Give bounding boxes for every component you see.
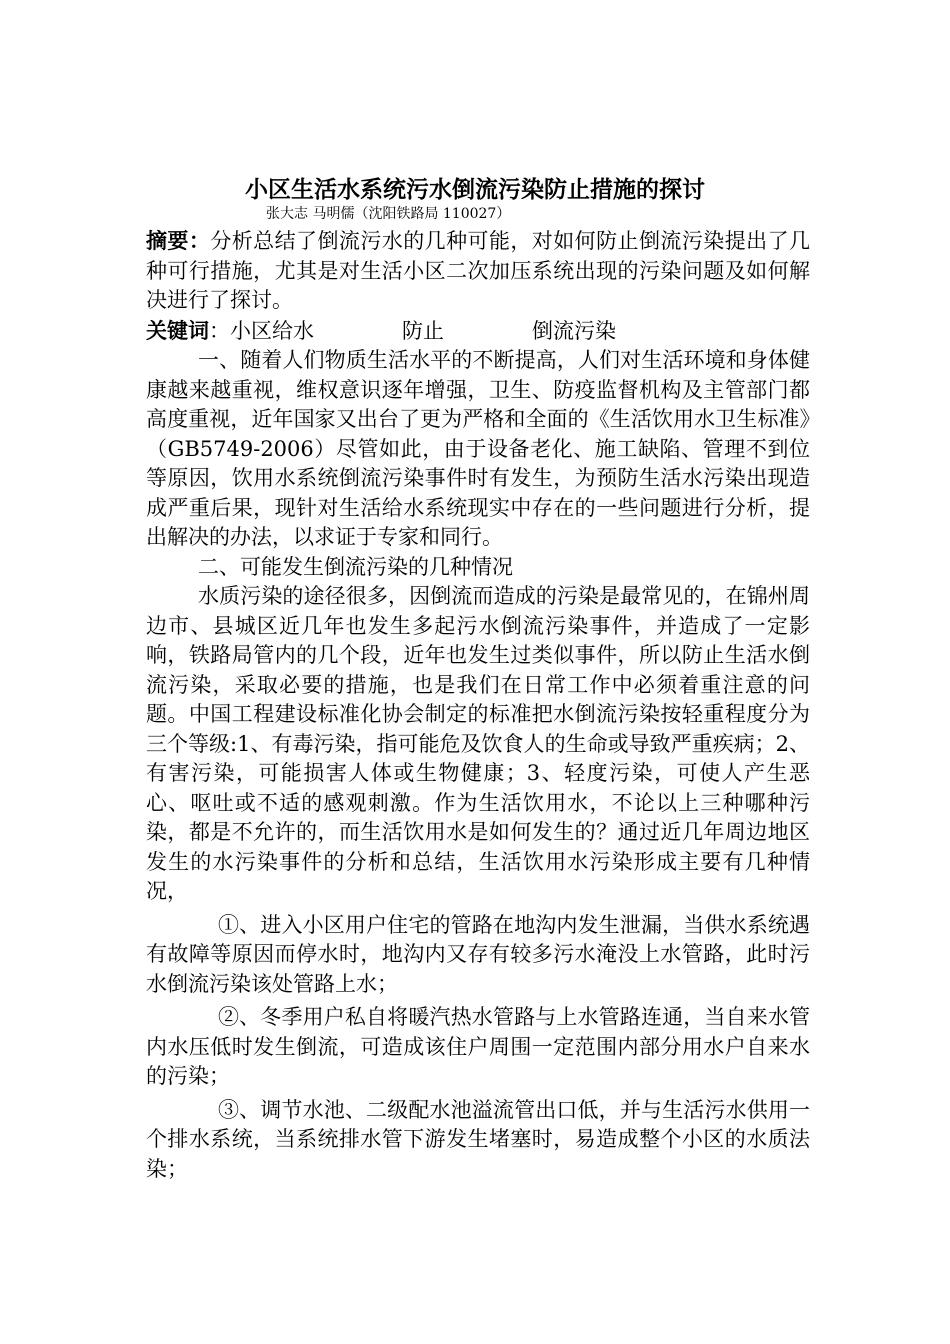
abstract-paragraph [146, 226, 810, 316]
author-line: 张大志 马明儒（沈阳铁路局 110027） [266, 206, 511, 222]
list-item: ③、调节水池、二级配水池溢流管出口低，并与生活污水供用一个排水系统，当系统排水管下游发生堵塞时，易造成整个小区的水质法染； [146, 1097, 810, 1181]
keyword-item: 倒流污染 [532, 318, 616, 343]
document-title: 小区生活水系统污水倒流污染防止措施的探讨 [245, 176, 705, 203]
list-item: ②、冬季用户私自将暖汽热水管路与上水管路连通，当自来水管内水压低时发生倒流，可造成该住户周围一定范围内部分用水户自来水的污染； [146, 1005, 810, 1088]
section-heading: 二、可能发生倒流污染的几种情况 [198, 554, 513, 579]
keywords-colon: ： [209, 318, 230, 343]
document-body [146, 226, 810, 1184]
keywords-label: 关键词 [146, 317, 209, 343]
abstract-text: 分析总结了倒流污水的几种可能，对如何防止倒流污染提出了几种可行措施，尤其是对生活小区二次加压系统出现的污染问题及如何解决进行了探讨。 [146, 229, 811, 312]
abstract-label: 摘要： [146, 228, 211, 253]
keyword-item: 防止 [402, 318, 444, 343]
list-item: ①、进入小区用户住宅的管路在地沟内发生泄漏，当供水系统遇有故障等原因而停水时，地沟内又存有较多污水淹没上水管路，此时污水倒流污染该处管路上水； [146, 912, 810, 996]
keywords-line [146, 316, 810, 347]
keyword-item: 小区给水 [230, 318, 314, 343]
body-paragraph: 水质污染的途径很多，因倒流而造成的污染是最常见的，在锦州周边市、县城区近几年也发生多起污水倒流污染事件，并造成了一定影响，铁路局管内的几个段，近年也发生过类似事件，所以防止生活水倒流污染，采取必要的措施，也是我们在日常工作中必须着重注意的问题。中国工程建设标准化协会制定的标准把水倒流污染按轻重程度分为三个等级:1、有毒污染，指可能危及饮食人的生命或导致严重疾病；2、有害污染，可能损害人体或生物健康；3、轻度污染，可使人产生恶心、呕吐或不适的感观刺激。作为生活饮用水，不论以上三种哪种污染，都是不允许的，而生活饮用水是如何发生的？通过近几年周边地区发生的水污染事件的分析和总结，生活饮用水污染形成主要有几种情况， [146, 584, 810, 903]
body-paragraph: 一、随着人们物质生活水平的不断提高，人们对生活环境和身体健康越来越重视，维权意识逐年增强，卫生、防疫监督机构及主管部门都高度重视，近年国家又出台了更为严格和全面的《生活饮用水卫生标准》（GB5749-2006）尽管如此，由于设备老化、施工缺陷、管理不到位等原因，饮用水系统倒流污染事件时有发生，为预防生活水污染出现造成严重后果，现针对生活给水系统现实中存在的一些问题进行分析，提出解决的办法，以求证于专家和同行。 [146, 348, 810, 549]
